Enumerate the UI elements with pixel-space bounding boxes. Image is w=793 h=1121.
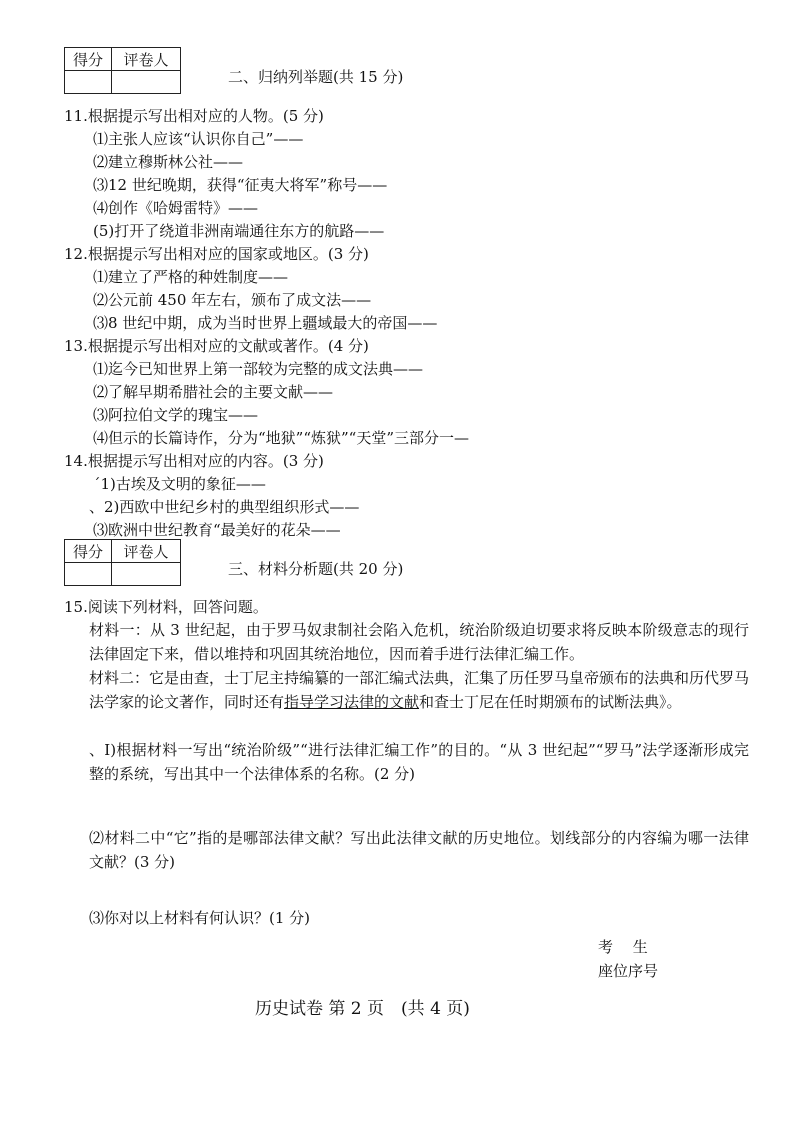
q14-item-1: ˊ1)古埃及文明的象征——: [93, 475, 266, 493]
score-box-section2: [64, 47, 181, 94]
q14-item-3: ⑶欧洲中世纪教育“最美好的花朵——: [93, 521, 341, 539]
q12-stem: 12.根据提示写出相对应的国家或地区。(3 分): [64, 245, 369, 263]
q11-item-2: ⑵建立穆斯林公社——: [93, 153, 244, 171]
grader-label: 评卷人: [112, 540, 181, 563]
q12-item-2: ⑵公元前 450 年左右，颁布了成文法——: [93, 291, 372, 309]
q12-item-3: ⑶8 世纪中期，成为当时世界上疆域最大的帝国——: [93, 314, 438, 332]
q14-stem: 14.根据提示写出相对应的内容。(3 分): [64, 452, 324, 470]
score-label: 得分: [65, 540, 112, 563]
material-1: 材料一：从 3 世纪起，由于罗马奴隶制社会陷入危机，统治阶级迫切要求将反映本阶级意志的现行法律固定下来，借以堆持和巩固其统治地位，因而着手进行法律汇编工作。: [89, 621, 749, 663]
material-2-text-b: 和査士丁尼在任时期颁布的试断法典》。: [419, 693, 682, 711]
q15-sub-2: ⑵材料二中“它”指的是哪部法律文献？写出此法律文献的历史地位。划线部分的内容编为哪一法律文献？(3 分): [89, 829, 749, 871]
q11-item-4: ⑷创作《哈姆雷特》——: [93, 199, 259, 217]
q13-item-4: ⑷但示的长篇诗作，分为“地狱”“炼狱”“天堂”三部分一—: [93, 429, 470, 447]
grader-cell[interactable]: [112, 563, 181, 586]
material-2: [89, 666, 749, 714]
q11-item-3: ⑶12 世纪晚期，获得“征夷大将军”称号——: [93, 176, 388, 194]
material-2-underlined: 指导学习法律的文献: [284, 693, 420, 711]
score-label: 得分: [65, 48, 112, 71]
score-cell[interactable]: [65, 71, 112, 94]
material-2-text-a: 材料二：它是由查，士丁尼主持编纂的一部汇编式法典，汇集了历任罗马皇帝颁布的法典和历代罗马法学家的论文著作，同时还有: [89, 669, 750, 711]
score-cell[interactable]: [65, 563, 112, 586]
section3-title: 三、材料分析题(共 20 分): [228, 560, 404, 578]
seat-label-line2: 座位序号: [598, 962, 659, 980]
q11-stem: 11.根据提示写出相对应的人物。(5 分): [64, 107, 324, 125]
q11-item-5: (5)打开了绕道非洲南端通往东方的航路——: [93, 222, 385, 240]
q14-item-2: 、2)西欧中世纪乡村的典型组织形式——: [89, 498, 360, 516]
q11-item-1: ⑴主张人应该“认识你自己”——: [93, 130, 304, 148]
q13-item-3: ⑶阿拉伯文学的瑰宝——: [93, 406, 259, 424]
page-footer: 历史试卷 第 2 页 (共 4 页): [255, 999, 470, 1019]
q13-stem: 13.根据提示写出相对应的文献或著作。(4 分): [64, 337, 369, 355]
q15-stem: 15.阅读下列材料，回答问题。: [64, 598, 268, 616]
score-box-section3: [64, 539, 181, 586]
q15-sub-3: ⑶你对以上材料有何认识？(1 分): [89, 909, 311, 927]
grader-label: 评卷人: [112, 48, 181, 71]
section2-title: 二、归纳列举题(共 15 分): [228, 68, 404, 86]
seat-label-line1: 考 生: [598, 938, 648, 956]
q15-sub-1: 、I)根据材料一写出“统治阶级”“进行法律汇编工作”的目的。“从 3 世纪起”“罗马”法学逐渐形成完整的系统，写出其中一个法律体系的名称。(2 分): [89, 741, 749, 783]
q13-item-2: ⑵了解早期希腊社会的主要文献——: [93, 383, 334, 401]
q13-item-1: ⑴迄今已知世界上第一部较为完整的成文法典——: [93, 360, 424, 378]
q12-item-1: ⑴建立了严格的种姓制度——: [93, 268, 289, 286]
grader-cell[interactable]: [112, 71, 181, 94]
